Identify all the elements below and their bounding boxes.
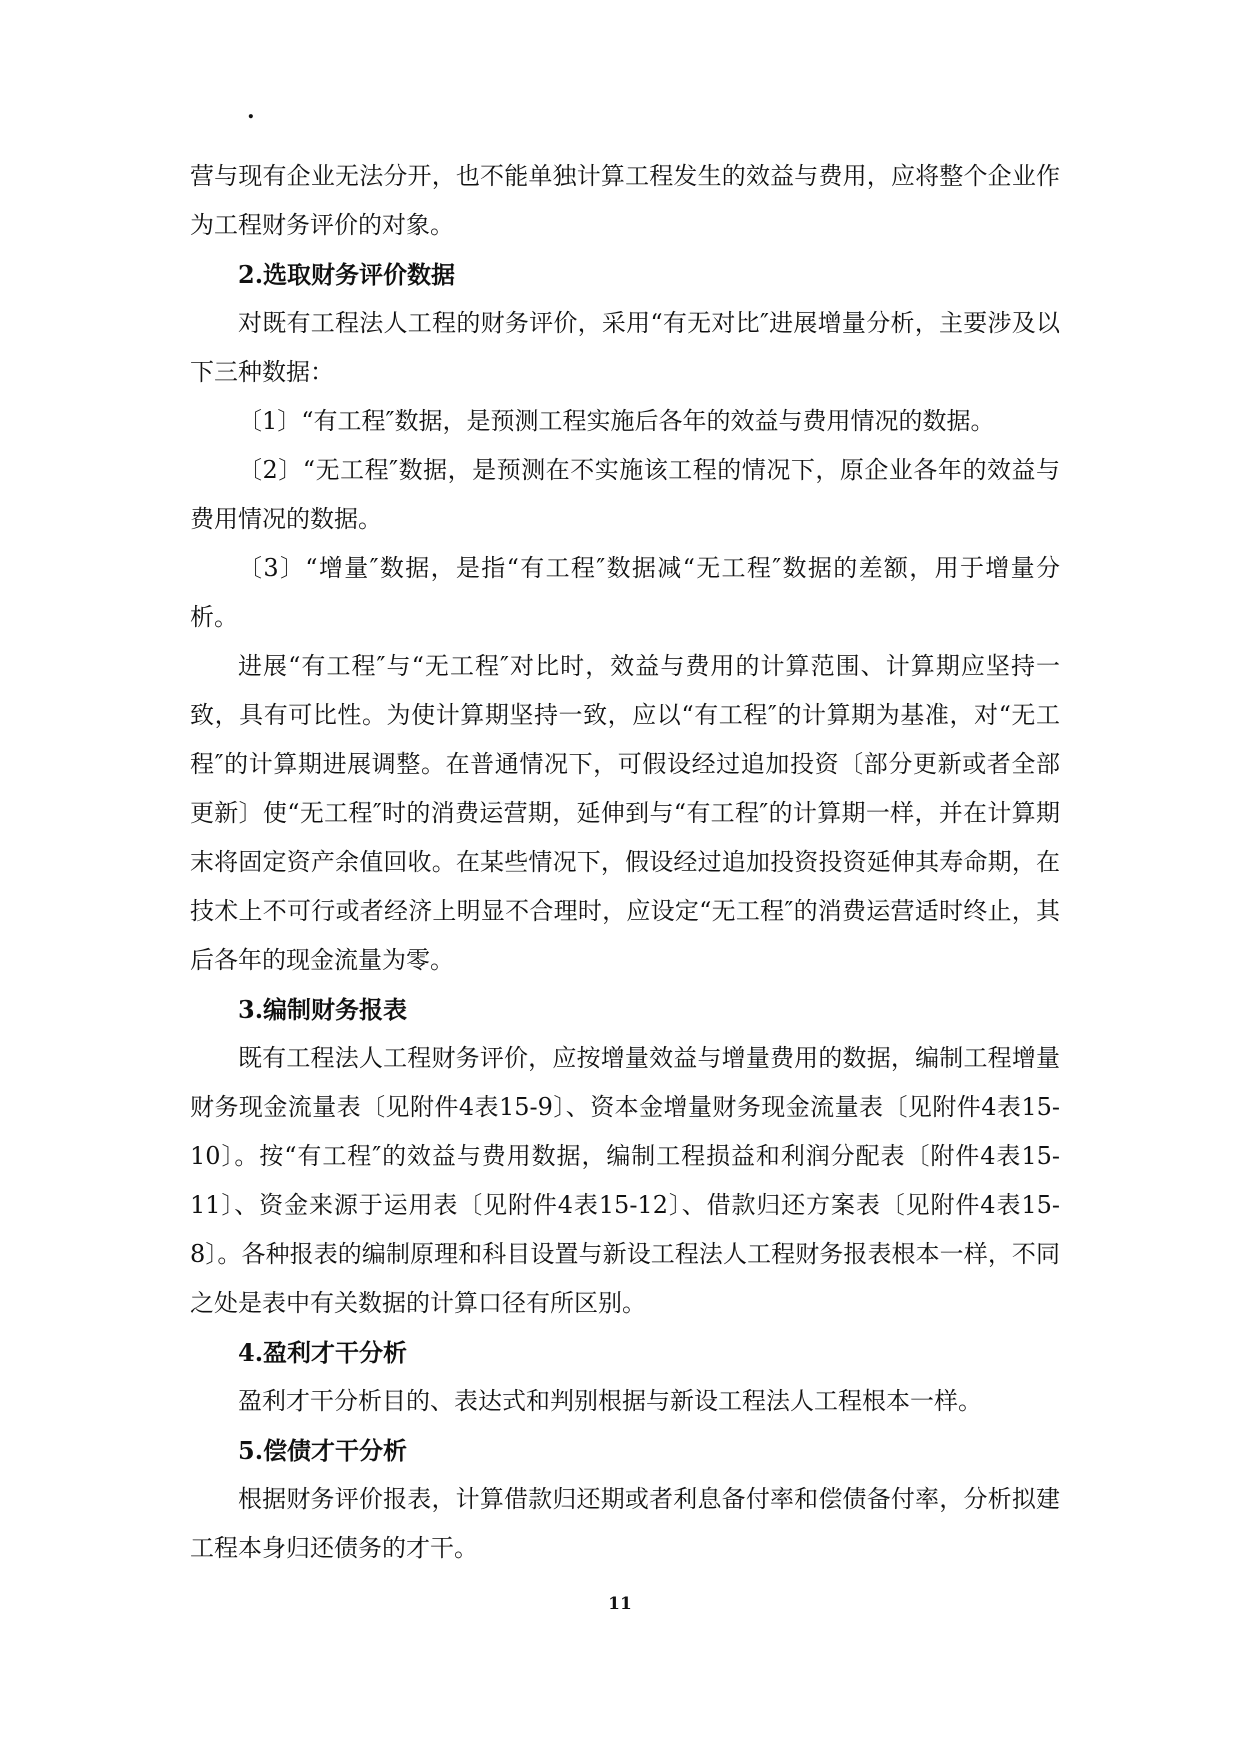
paragraph-without-project-data: 〔2〕“无工程″数据，是预测在不实施该工程的情况下，原企业各年的效益与费用情况的数据。 bbox=[190, 456, 1060, 533]
body-text bbox=[190, 152, 1060, 1573]
paragraph-continuation: 营与现有企业无法分开，也不能单独计算工程发生的效益与费用，应将整个企业作为工程财务评价的对象。 bbox=[190, 162, 1060, 239]
paragraph-calculation-period: 进展“有工程″与“无工程″对比时，效益与费用的计算范围、计算期应坚持一致，具有可比性。为使计算期坚持一致，应以“有工程″的计算期为基准，对“无工程″的计算期进展调整。在普通情况下，可假设经过追加投资〔部分更新或者全部更新〕使“无工程″时的消费运营期，延伸到与“有工程″的计算期一样，并在计算期末将固定资产余值回收。在某些情况下，假设经过追加投资投资延伸其寿命期，在技术上不可行或者经济上明显不合理时，应设定“无工程″的消费运营适时终止，其后各年的现金流量为零。 bbox=[190, 652, 1060, 974]
header-mark: . bbox=[247, 98, 255, 124]
paragraph-incremental-data: 〔3〕“增量″数据，是指“有工程″数据减“无工程″数据的差额，用于增量分析。 bbox=[190, 554, 1060, 631]
section-heading-4: 4.盈利才干分析 bbox=[238, 1338, 408, 1367]
section-heading-3: 3.编制财务报表 bbox=[238, 995, 408, 1024]
page-number: 11 bbox=[608, 1594, 632, 1614]
paragraph-comparison-method: 对既有工程法人工程的财务评价，采用“有无对比″进展增量分析，主要涉及以下三种数据： bbox=[190, 309, 1060, 386]
paragraph-profitability: 盈利才干分析目的、表达式和判别根据与新设工程法人工程根本一样。 bbox=[238, 1387, 982, 1415]
paragraph-solvency: 根据财务评价报表，计算借款归还期或者利息备付率和偿债备付率，分析拟建工程本身归还债务的才干。 bbox=[190, 1485, 1060, 1562]
section-heading-2: 2.选取财务评价数据 bbox=[238, 260, 456, 289]
section-heading-5: 5.偿债才干分析 bbox=[238, 1436, 408, 1465]
paragraph-financial-statements: 既有工程法人工程财务评价，应按增量效益与增量费用的数据，编制工程增量财务现金流量表〔见附件4表15-9〕、资本金增量财务现金流量表〔见附件4表15-10〕。按“有工程″的效益与费用数据，编制工程损益和利润分配表〔附件4表15-11〕、资金来源于运用表〔见附件4表15-12〕、借款归还方案表〔见附件4表15-8〕。各种报表的编制原理和科目设置与新设工程法人工程财务报表根本一样，不同之处是表中有关数据的计算口径有所区别。 bbox=[190, 1044, 1060, 1317]
paragraph-with-project-data: 〔1〕“有工程″数据，是预测工程实施后各年的效益与费用情况的数据。 bbox=[238, 407, 995, 435]
